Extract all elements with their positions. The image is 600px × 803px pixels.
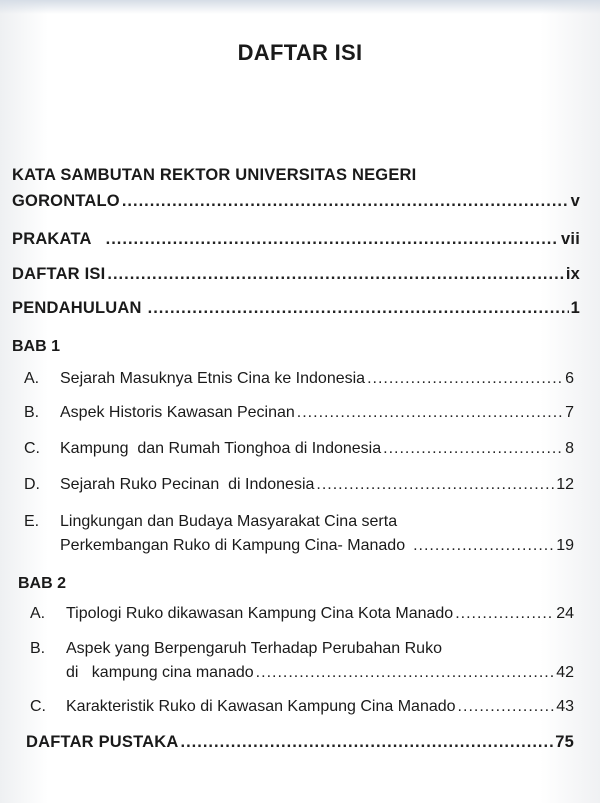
page-title: DAFTAR ISI (237, 40, 363, 65)
toc-entry-label: Sejarah Masuknya Etnis Cina ke Indonesia (60, 370, 366, 387)
toc-entry-label: Perkembangan Ruko di Kampung Cina- Manado (60, 537, 406, 554)
toc-entry-sambutan-line1: KATA SAMBUTAN REKTOR UNIVERSITAS NEGERI (12, 166, 417, 184)
toc-page-number: ix (565, 265, 580, 283)
item-letter: E. (24, 513, 40, 530)
item-letter: B. (24, 404, 40, 421)
toc-entry-sambutan (12, 189, 580, 213)
toc-entry-bab1-d (24, 473, 574, 497)
dot-leader (148, 296, 569, 320)
toc-page-number: 24 (556, 605, 574, 622)
dot-leader (316, 473, 554, 497)
toc-entry-bab2-a (30, 602, 574, 626)
toc-entry-label: Aspek Historis Kawasan Pecinan (60, 404, 295, 421)
toc-entry-pendahuluan (12, 296, 580, 320)
toc-entry-label: Lingkungan dan Budaya Masyarakat Cina serta (60, 513, 398, 530)
toc-page-number: 1 (570, 299, 580, 317)
page-top-shadow (0, 0, 600, 14)
dot-leader (383, 437, 563, 461)
toc-entry-bab1-a (24, 367, 574, 391)
toc-entry-label: Aspek yang Berpengaruh Terhadap Perubahan Ruko (66, 640, 442, 657)
dot-leader (458, 695, 555, 719)
toc-entry-daftar-isi (12, 262, 580, 286)
dot-leader (107, 262, 563, 286)
item-letter: C. (30, 698, 46, 715)
dot-leader (297, 401, 563, 425)
toc-entry-bab2-c (30, 695, 574, 719)
bab1-heading: BAB 1 (12, 338, 61, 355)
item-letter: C. (24, 440, 40, 457)
toc-page-number: v (570, 192, 580, 210)
toc-page-number: vii (561, 230, 580, 248)
toc-page-number: 12 (556, 476, 574, 493)
toc-entry-bab1-e (60, 534, 574, 558)
dot-leader (181, 730, 554, 754)
toc-page-number: 7 (565, 404, 574, 421)
toc-entry-label: Tipologi Ruko dikawasan Kampung Cina Kota Manado (66, 605, 454, 622)
toc-entry-bab1-e-line1 (24, 510, 574, 534)
dot-leader (122, 189, 569, 213)
toc-entry-daftar-pustaka (26, 730, 574, 754)
dot-leader (413, 534, 554, 558)
item-letter: A. (24, 370, 40, 387)
toc-page-number: 43 (556, 698, 574, 715)
toc-entry-bab2-b (66, 661, 574, 685)
toc-entry-label: DAFTAR PUSTAKA (26, 733, 179, 751)
toc-entry-bab1-b (24, 401, 574, 425)
toc-entry-bab1-c (24, 437, 574, 461)
toc-entry-label: Karakteristik Ruko di Kawasan Kampung Cina Manado (66, 698, 456, 715)
toc-entry-label: di kampung cina manado (66, 664, 254, 681)
dot-leader (367, 367, 563, 391)
item-letter: A. (30, 605, 46, 622)
toc-page-number: 19 (556, 537, 574, 554)
item-letter: B. (30, 640, 46, 657)
toc-entry-label: Kampung dan Rumah Tionghoa di Indonesia (60, 440, 382, 457)
toc-entry-label: DAFTAR ISI (12, 265, 106, 283)
toc-page-number: 75 (555, 733, 574, 751)
dot-leader (455, 602, 554, 626)
bab2-heading: BAB 2 (18, 575, 67, 592)
toc-entry-prakata (12, 227, 580, 251)
toc-page-number: 6 (565, 370, 574, 387)
toc-entry-label: Sejarah Ruko Pecinan di Indonesia (60, 476, 315, 493)
item-letter: D. (24, 476, 40, 493)
toc-entry-label: PENDAHULUAN (12, 299, 142, 317)
toc-entry-bab2-b-line1 (30, 637, 574, 661)
dot-leader (256, 661, 555, 685)
toc-entry-label: PRAKATA (12, 230, 92, 248)
toc-entry-label: GORONTALO (12, 192, 120, 210)
dot-leader (106, 227, 559, 251)
toc-page-number: 42 (556, 664, 574, 681)
toc-page-number: 8 (565, 440, 574, 457)
